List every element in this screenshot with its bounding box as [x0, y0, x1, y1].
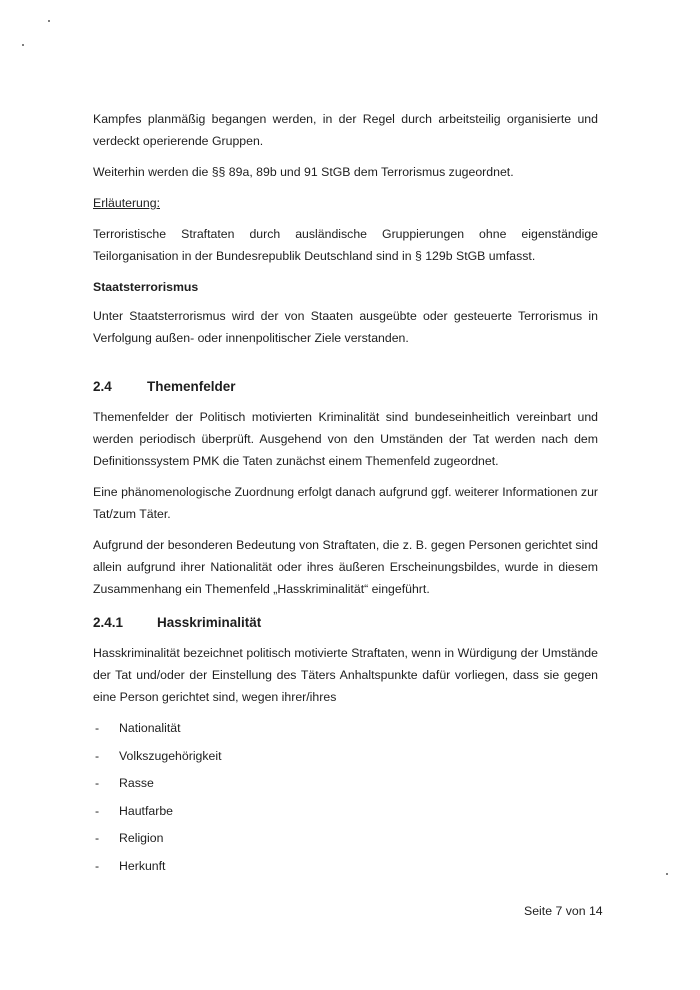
list-item [93, 745, 598, 773]
paragraph: Themenfelder der Politisch motivierten Kriminalität sind bundeseinheitlich vereinbart und werden periodisch überprüft. Ausgehend von den Umständen der Tat werden nach dem Definitionssystem PMK die Taten zunächst einem Themenfeld zugeordnet. [93, 410, 598, 468]
list-item-text: Religion [119, 831, 164, 845]
subsection-heading [93, 612, 598, 634]
section-number: 2.4 [93, 379, 112, 394]
list-item-text: Volkszugehörigkeit [119, 748, 222, 763]
paragraph: Kampfes planmäßig begangen werden, in der Regel durch arbeitsteilig organisierte und verdeckt operierende Gruppen. [93, 112, 598, 148]
section-heading [93, 376, 598, 398]
list-item-text: Hautfarbe [119, 803, 174, 818]
note-label: Erläuterung: [93, 196, 160, 210]
list-bullet: - [95, 858, 100, 873]
list-item [93, 772, 598, 800]
paragraph: Hasskriminalität bezeichnet politisch motivierte Straftaten, wenn in Würdigung der Umstände der Tat und/oder der Einstellung des Täters Anhaltspunkte dafür vorliegen, dass sie gegen eine Person gerichtet sind, wegen ihrer/ihres [93, 646, 598, 704]
list-bullet: - [95, 831, 100, 845]
section-title: Hasskriminalität [157, 615, 262, 630]
list-item [93, 800, 598, 828]
page-content [93, 108, 598, 882]
list-item [93, 717, 598, 745]
paragraph: Terroristische Straftaten durch ausländische Gruppierungen ohne eigenständige Teilorganisation in der Bundesrepublik Deutschland sind in § 129b StGB umfasst. [93, 227, 598, 263]
paragraph: Unter Staatsterrorismus wird der von Staaten ausgeübte oder gesteuerte Terrorismus in Verfolgung außen- oder innenpolitischer Ziele verstanden. [93, 309, 598, 345]
list-bullet: - [95, 776, 100, 790]
section-number: 2.4.1 [93, 615, 124, 630]
list-item-text: Rasse [119, 776, 154, 790]
page-number: Seite 7 von 14 [524, 904, 603, 918]
paragraph: Eine phänomenologische Zuordnung erfolgt danach aufgrund ggf. weiterer Informationen zur Tat/zum Täter. [93, 485, 598, 521]
list-bullet: - [95, 721, 100, 735]
scan-speck [666, 873, 668, 875]
list-item [93, 827, 598, 855]
paragraph: Aufgrund der besonderen Bedeutung von Straftaten, die z. B. gegen Personen gerichtet sind allein aufgrund ihrer Nationalität oder ihres äußeren Erscheinungsbildes, wurde in diesem Zusammenhang ein Themenfeld „Hasskriminalität“ eingeführt. [93, 538, 598, 596]
scan-speck [22, 44, 24, 46]
list-item [93, 855, 598, 883]
list-item-text: Nationalität [119, 721, 181, 735]
list-item-text: Herkunft [119, 858, 166, 873]
list-bullet: - [95, 803, 100, 818]
subheading: Staatsterrorismus [93, 280, 199, 294]
scan-speck [48, 20, 50, 22]
criteria-list [93, 717, 598, 882]
section-title: Themenfelder [147, 379, 236, 394]
paragraph: Weiterhin werden die §§ 89a, 89b und 91 StGB dem Terrorismus zugeordnet. [93, 165, 514, 179]
list-bullet: - [95, 748, 100, 763]
